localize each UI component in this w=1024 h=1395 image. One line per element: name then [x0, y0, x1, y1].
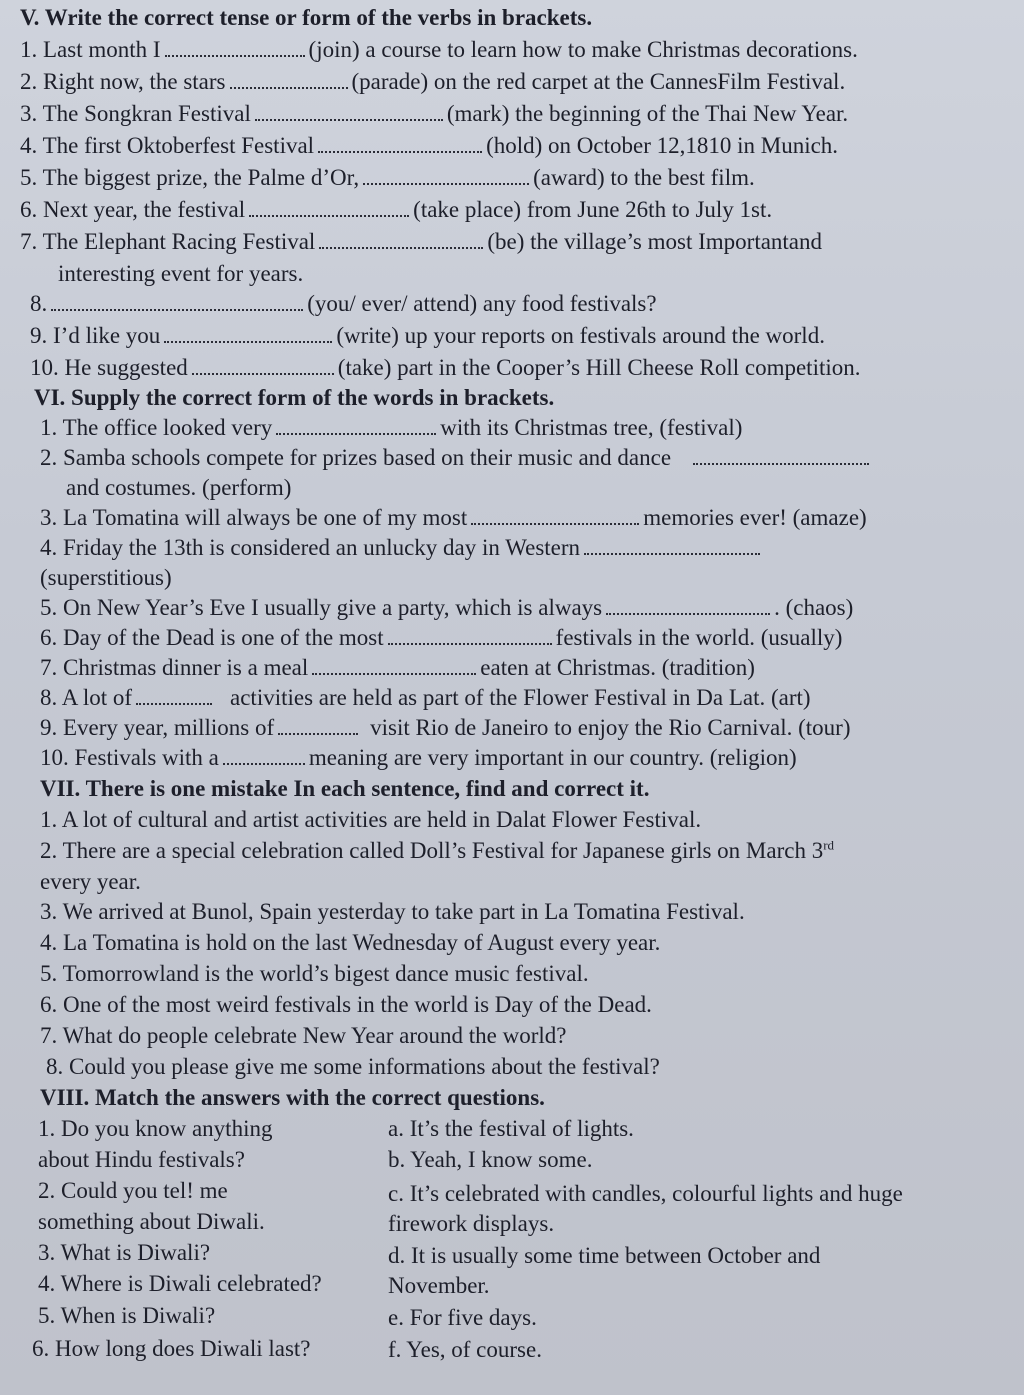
item-text: A lot of cultural and artist activities are held in Dalat Flower Festival.: [61, 807, 702, 832]
answer-a: a. It’s the festival of lights.: [388, 1116, 634, 1141]
item-text: Every year, millions of: [63, 715, 275, 740]
s6-item-2: [40, 444, 873, 472]
s6-item-8: [40, 684, 811, 712]
item-text: La Tomatina is hold on the last Wednesday of August every year.: [63, 930, 661, 955]
item-text: (join) a course to learn how to make Christmas decorations.: [308, 37, 858, 62]
item-number: 5.: [40, 961, 58, 986]
s5-item-6: [20, 196, 772, 224]
answer-blank[interactable]: [276, 419, 436, 435]
s6-item-3: [40, 504, 867, 532]
s5-item-1: [20, 36, 858, 64]
answer-blank[interactable]: [319, 233, 483, 249]
item-number: 7.: [40, 1023, 58, 1048]
item-text: activities are held as part of the Flower Festival in Da Lat. (art): [230, 685, 811, 710]
item-text: Friday the 13th is considered an unlucky day in Western: [63, 535, 581, 560]
question-1-cont: about Hindu festivals?: [38, 1147, 245, 1172]
item-text: One of the most weird festivals in the world is Day of the Dead.: [63, 992, 652, 1017]
s6-item-6: [40, 624, 842, 652]
question-3: 3. What is Diwali?: [38, 1240, 211, 1265]
s6-item-9: [40, 714, 851, 742]
item-text: I’d like you: [53, 323, 161, 348]
answer-blank[interactable]: [249, 201, 409, 217]
item-text: (take) part in the Cooper’s Hill Cheese Roll competition.: [337, 355, 861, 380]
answer-b: b. Yeah, I know some.: [388, 1147, 593, 1172]
answer-blank[interactable]: [255, 105, 443, 121]
item-number: 5.: [40, 595, 58, 620]
item-text: with its Christmas tree, (festival): [440, 415, 743, 440]
s7-item-5: [40, 960, 589, 988]
item-number: 4.: [40, 930, 58, 955]
item-text: (mark) the beginning of the Thai New Year.: [446, 101, 849, 126]
item-text: (take place) from June 26th to July 1st.: [413, 197, 773, 222]
item-text: (be) the village’s most Importantand: [487, 229, 823, 254]
item-text: Could you please give me some informations about the festival?: [69, 1054, 660, 1079]
s6-item-4: [40, 534, 764, 562]
item-text: Right now, the stars: [43, 69, 226, 94]
answer-blank[interactable]: [278, 719, 358, 735]
question-1: 1. Do you know anything: [38, 1116, 273, 1141]
item-number: 4.: [20, 133, 38, 158]
s5-item-8: [30, 290, 657, 318]
item-number: 8.: [40, 685, 58, 710]
s7-item-6: [40, 991, 652, 1019]
answer-blank[interactable]: [192, 359, 334, 375]
s5-item-5: [20, 164, 755, 192]
item-number: 9.: [40, 715, 58, 740]
s5-item-3: [20, 100, 848, 128]
answer-d-cont: November.: [388, 1273, 490, 1298]
item-text: Day of the Dead is one of the most: [63, 625, 384, 650]
item-number: 5.: [20, 165, 38, 190]
item-number: 2.: [40, 838, 58, 863]
item-text: (you/ ever/ attend) any food festivals?: [307, 291, 657, 316]
s6-item-2-cont: and costumes. (perform): [66, 475, 292, 500]
item-number: 7.: [40, 655, 58, 680]
s7-item-4: [40, 929, 660, 957]
item-text: We arrived at Bunol, Spain yesterday to take part in La Tomatina Festival.: [62, 899, 745, 924]
s5-item-9: [30, 322, 825, 350]
answer-blank[interactable]: [606, 599, 770, 615]
item-number: 1.: [40, 807, 58, 832]
s7-item-1: [40, 806, 701, 834]
item-number: 10.: [30, 355, 59, 380]
item-text: festivals in the world. (usually): [555, 625, 843, 650]
answer-c-cont: firework displays.: [388, 1211, 555, 1236]
item-text: La Tomatina will always be one of my most: [63, 505, 468, 530]
answer-blank[interactable]: [136, 689, 212, 705]
item-text: Samba schools compete for prizes based on their music and dance: [63, 445, 672, 470]
s5-item-7-cont: interesting event for years.: [58, 261, 304, 286]
item-text: (write) up your reports on festivals around the world.: [336, 323, 825, 348]
item-number: 6.: [40, 992, 58, 1017]
item-number: 3.: [40, 899, 58, 924]
item-text: A lot of: [61, 685, 133, 710]
s6-item-5: [40, 594, 853, 622]
item-text: (hold) on October 12,1810 in Munich.: [486, 133, 839, 158]
item-text: The biggest prize, the Palme d’Or,: [42, 165, 360, 190]
item-text: The Songkran Festival: [42, 101, 251, 126]
section-6-title: VI. Supply the correct form of the words in brackets.: [34, 385, 555, 410]
s7-item-7: [40, 1022, 566, 1050]
item-number: 1.: [20, 37, 38, 62]
item-text: Next year, the festival: [43, 197, 246, 222]
item-text: What do people celebrate New Year around the world?: [62, 1023, 567, 1048]
item-text: visit Rio de Janeiro to enjoy the Rio Carnival. (tour): [370, 715, 851, 740]
item-text: memories ever! (amaze): [643, 505, 867, 530]
s7-item-2: [40, 837, 834, 865]
question-2: 2. Could you tel! me: [38, 1178, 228, 1203]
answer-blank[interactable]: [693, 449, 869, 465]
answer-blank[interactable]: [223, 749, 305, 765]
question-4: 4. Where is Diwali celebrated?: [38, 1271, 322, 1296]
answer-blank[interactable]: [230, 73, 348, 89]
item-number: 8.: [30, 291, 48, 316]
answer-f: f. Yes, of course.: [388, 1337, 542, 1362]
item-number: 6.: [20, 197, 38, 222]
item-text: There are a special celebration called Doll’s Festival for Japanese girls on March 3: [62, 838, 824, 863]
answer-blank[interactable]: [51, 295, 303, 311]
s7-item-8: [46, 1053, 660, 1081]
section-8-title: VIII. Match the answers with the correct questions.: [40, 1085, 545, 1110]
item-number: 10.: [40, 745, 69, 770]
s6-item-1: [40, 414, 742, 442]
answer-blank[interactable]: [312, 659, 476, 675]
question-5: 5. When is Diwali?: [38, 1303, 216, 1328]
s6-item-4-cont: (superstitious): [40, 565, 172, 590]
item-number: 2.: [20, 69, 38, 94]
section-5-title: V. Write the correct tense or form of the verbs in brackets.: [20, 5, 593, 30]
section-7-title: VII. There is one mistake In each sentence, find and correct it.: [40, 776, 650, 801]
s6-item-10: [40, 744, 797, 772]
item-text: (award) to the best film.: [533, 165, 755, 190]
item-number: 4.: [40, 535, 58, 560]
item-text: Christmas dinner is a meal: [63, 655, 309, 680]
item-text: The Elephant Racing Festival: [42, 229, 316, 254]
item-text: Festivals with a: [74, 745, 219, 770]
question-2-cont: something about Diwali.: [38, 1209, 265, 1234]
item-number: 8.: [46, 1054, 64, 1079]
answer-blank[interactable]: [164, 327, 332, 343]
s6-item-7: [40, 654, 755, 682]
superscript: rd: [823, 837, 835, 853]
item-text: He suggested: [64, 355, 188, 380]
item-text: (parade) on the red carpet at the CannesFilm Festival.: [351, 69, 846, 94]
item-text: On New Year’s Eve I usually give a party, which is always: [63, 595, 603, 620]
s7-item-3: [40, 898, 745, 926]
question-6: 6. How long does Diwali last?: [32, 1336, 311, 1361]
item-number: 9.: [30, 323, 48, 348]
answer-blank[interactable]: [471, 509, 639, 525]
answer-blank[interactable]: [388, 629, 552, 645]
item-text: . (chaos): [774, 595, 854, 620]
answer-blank[interactable]: [363, 169, 529, 185]
item-number: 7.: [20, 229, 38, 254]
answer-blank[interactable]: [318, 137, 482, 153]
item-number: 6.: [40, 625, 58, 650]
s5-item-2: [20, 68, 845, 96]
answer-e: e. For five days.: [388, 1305, 537, 1330]
item-number: 3.: [40, 505, 58, 530]
s5-item-7: [20, 228, 822, 256]
answer-c: c. It’s celebrated with candles, colourful lights and huge: [388, 1181, 903, 1206]
item-number: 1.: [40, 415, 58, 440]
answer-blank[interactable]: [584, 539, 760, 555]
s7-item-2-cont: every year.: [40, 869, 141, 894]
item-number: 3.: [20, 101, 38, 126]
s5-item-4: [20, 132, 838, 160]
item-text: Tomorrowland is the world’s bigest dance music festival.: [62, 961, 589, 986]
item-text: meaning are very important in our country. (religion): [308, 745, 797, 770]
item-number: 2.: [40, 445, 58, 470]
s5-item-10: [30, 354, 861, 382]
item-text: Last month I: [43, 37, 161, 62]
answer-d: d. It is usually some time between October and: [388, 1243, 821, 1268]
answer-blank[interactable]: [165, 41, 305, 57]
item-text: The first Oktoberfest Festival: [42, 133, 315, 158]
item-text: The office looked very: [62, 415, 273, 440]
item-text: eaten at Christmas. (tradition): [480, 655, 755, 680]
